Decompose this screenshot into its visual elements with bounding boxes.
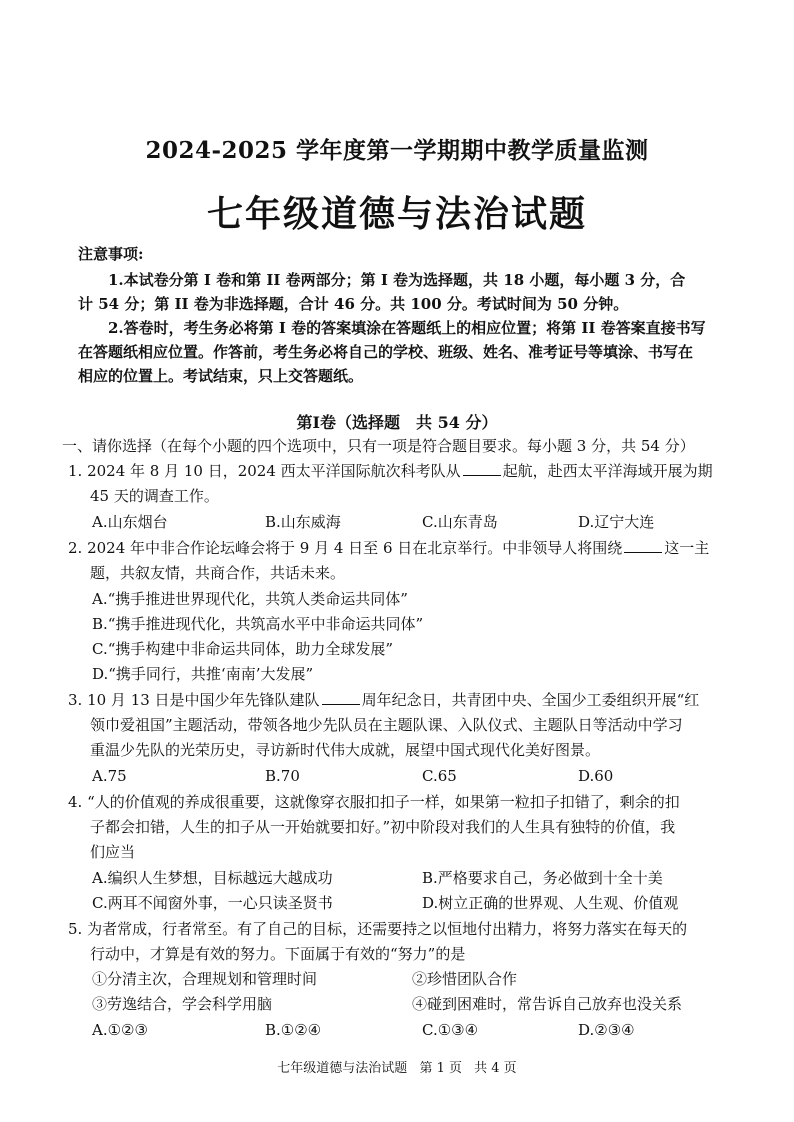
notice-line: 相应的位置上。考试结束，只上交答题纸。 <box>78 367 364 385</box>
question-5-option-d: D.②③④ <box>578 1021 635 1039</box>
answer-blank <box>624 538 662 553</box>
section-title: 第Ⅰ卷（选择题 共 54 分） <box>296 413 498 432</box>
question-4-option-d: D.树立正确的世界观、人生观、价值观 <box>422 894 679 912</box>
page-footer <box>0 1057 794 1076</box>
question-text: 周年纪念日，共青团中央、全国少工委组织开展“红 <box>361 691 700 709</box>
question-4-option-a: A.编织人生梦想，目标越远大越成功 <box>92 869 333 887</box>
question-5-statement-3: ③劳逸结合，学会科学用脑 <box>92 995 273 1013</box>
question-3-stem-cont: 领巾爱祖国”主题活动，带领各地少先队员在主题队课、入队仪式、主题队日等活动中学习 <box>90 716 683 734</box>
question-1-stem-cont: 45 天的调查工作。 <box>90 487 219 505</box>
notice-heading: 注意事项: <box>78 245 144 263</box>
question-1-option-d: D.辽宁大连 <box>578 513 655 531</box>
question-4-option-b: B.严格要求自己，务必做到十全十美 <box>422 869 663 887</box>
question-3-stem-cont: 重温少先队的光荣历史，寻访新时代伟大成就，展望中国式现代化美好图景。 <box>90 741 601 759</box>
question-3-option-a: A.75 <box>92 767 127 785</box>
question-4-stem: 4. “人的价值观的养成很重要，这就像穿衣服扣扣子一样，如果第一粒扣子扣错了，剩余的扣 <box>68 793 680 811</box>
question-text: 3. 10 月 13 日是中国少年先锋队建队 <box>68 691 320 709</box>
question-4-stem-cont: 们应当 <box>90 843 136 861</box>
section-instruction: 一、请你选择（在每个小题的四个选项中，只有一项是符合题目要求。每小题 3 分，共 54 分） <box>62 437 695 455</box>
question-text: 起航，赴西太平洋海域开展为期 <box>502 462 713 480</box>
notice-line: 在答题纸相应位置。作答前，考生务必将自己的学校、班级、姓名、准考证号等填涂、书写在 <box>78 343 694 361</box>
question-5-option-a: A.①②③ <box>92 1021 148 1039</box>
question-2-option-b: B.“携手推进现代化，共筑高水平中非命运共同体” <box>92 615 424 633</box>
question-5-option-b: B.①②④ <box>265 1021 322 1039</box>
answer-blank <box>322 690 360 705</box>
question-text: 1. 2024 年 8 月 10 日，2024 西太平洋国际航次科考队从 <box>68 462 461 480</box>
question-5-statement-2: ②珍惜团队合作 <box>412 970 518 988</box>
question-2-option-d: D.“携手同行，共推‘南南’大发展” <box>92 665 314 683</box>
notice-line: 1.本试卷分第 I 卷和第 II 卷两部分；第 I 卷为选择题，共 18 小题，每小题 3 分，合 <box>108 271 686 289</box>
question-1-option-a: A.山东烟台 <box>92 513 168 531</box>
footer-page-total: 共 4 页 <box>474 1061 517 1076</box>
question-4-option-c: C.两耳不闻窗外事，一心只读圣贤书 <box>92 894 333 912</box>
exam-term-heading: 2024-2025 学年度第一学期期中教学质量监测 <box>145 137 649 164</box>
question-4-stem-cont: 子都会扣错，人生的扣子从一开始就要扣好。”初中阶段对我们的人生具有独特的价值，我 <box>90 818 676 836</box>
question-1-option-c: C.山东青岛 <box>422 513 498 531</box>
footer-subject: 七年级道德与法治试题 <box>277 1061 408 1076</box>
question-3-option-b: B.70 <box>265 767 300 785</box>
exam-title: 七年级道德与法治试题 <box>206 193 587 235</box>
question-2-option-a: A.“携手推进世界现代化，共筑人类命运共同体” <box>92 590 408 608</box>
question-5-stem: 5. 为者常成，行者常至。有了自己的目标，还需要持之以恒地付出精力，将努力落实在每天的 <box>68 920 688 938</box>
question-text: 2. 2024 年中非合作论坛峰会将于 9 月 4 日至 6 日在北京举行。中非领导人将围绕 <box>68 539 623 557</box>
question-5-statement-4: ④碰到困难时，常告诉自己放弃也没关系 <box>412 995 683 1013</box>
question-3-option-c: C.65 <box>422 767 457 785</box>
question-1-stem <box>68 459 713 483</box>
question-5-stem-cont: 行动中，才算是有效的努力。下面属于有效的“努力”的是 <box>90 945 466 963</box>
question-2-stem-cont: 题，共叙友情，共商合作，共话未来。 <box>90 564 346 582</box>
notice-line: 2.答卷时，考生务必将第 I 卷的答案填涂在答题纸上的相应位置；将第 II 卷答案直接书写 <box>108 319 706 337</box>
footer-page-number: 第 1 页 <box>419 1061 462 1076</box>
question-3-stem <box>68 688 699 712</box>
question-text: 这一主 <box>664 539 710 557</box>
question-1-option-b: B.山东威海 <box>265 513 341 531</box>
question-2-stem <box>68 536 709 560</box>
question-5-statement-1: ①分清主次，合理规划和管理时间 <box>92 970 318 988</box>
answer-blank <box>463 461 501 476</box>
question-5-option-c: C.①③④ <box>422 1021 479 1039</box>
notice-line: 计 54 分；第 II 卷为非选择题，合计 46 分。共 100 分。考试时间为 50 分钟。 <box>78 295 629 313</box>
question-3-option-d: D.60 <box>578 767 614 785</box>
question-2-option-c: C.“携手构建中非命运共同体，助力全球发展” <box>92 640 394 658</box>
